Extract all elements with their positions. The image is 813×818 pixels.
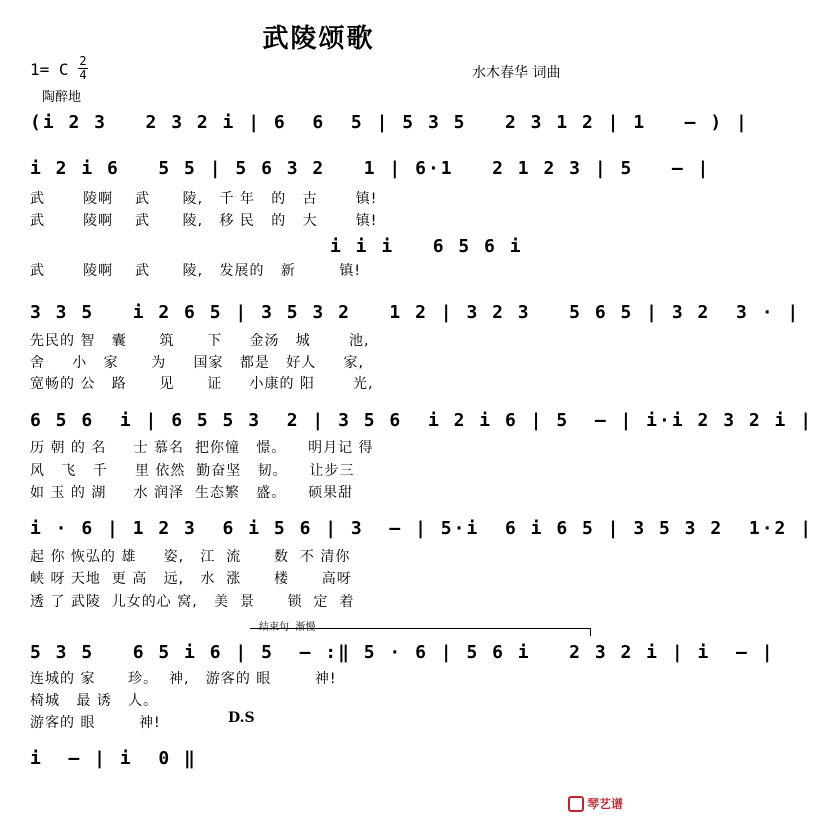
lyric-line: 武 陵啊 武 陵, 千 年 的 古 镇! <box>30 191 378 207</box>
lyric-line: 武 陵啊 武 陵, 发展的 新 镇! <box>30 263 362 279</box>
lyric-line: 风 飞 千 里 依然 勤奋坚 韧。 让步三 <box>30 463 355 479</box>
ending-marking: 结束句 渐慢 <box>259 622 316 633</box>
lyric-line: 历 朝 的 名 士 慕名 把你憧 憬。 明月记 得 <box>30 440 374 456</box>
lyric-line: 如 玉 的 湖 水 润泽 生态繁 盛。 硕果甜 <box>30 485 354 501</box>
credits: 水木春华 词曲 <box>472 65 561 81</box>
site-logo <box>568 795 623 813</box>
logo-icon <box>568 796 584 812</box>
notation-line: i · 6 | 1 2 3 6 i 5 6 | 3 – | 5·i 6 i 6 5 | 3 5 3 2 1·2 | <box>30 518 813 539</box>
lyric-line: 峡 呀 天地 更 高 远, 水 涨 楼 高呀 <box>30 571 352 587</box>
notation-line: (i 2 3 2 3 2 i | 6 6 5 | 5 3 5 2 3 1 2 | 1 – ) | <box>30 112 749 133</box>
notation-line: i 2 i 6 5 5 | 5 6 3 2 1 | 6·1 2 1 2 3 | 5 – | <box>30 158 711 179</box>
notation-line: i i i 6 5 6 i <box>330 236 523 257</box>
key-signature: 1= C <box>30 60 69 79</box>
time-signature-bottom: 4 <box>79 68 87 82</box>
time-signature <box>78 56 88 81</box>
notation-line: i – | i 0 ‖ <box>30 748 197 769</box>
lyric-line: 起 你 恢弘的 雄 姿, 江 流 数 不 清你 <box>30 549 351 565</box>
lyric-line: 游客的 眼 神! <box>30 715 161 731</box>
lyric-line: 武 陵啊 武 陵, 移 民 的 大 镇! <box>30 213 378 229</box>
ds-marking: D.S <box>228 710 255 726</box>
lyric-line: 舍 小 家 为 国家 都是 好人 家, <box>30 355 364 371</box>
tempo-marking: 陶醉地 <box>42 90 82 105</box>
notation-line: 5 3 5 6 5 i 6 | 5 – :‖ 5 · 6 | 5 6 i 2 3 2 i | i – | <box>30 642 775 663</box>
notation-line: 6 5 6 i | 6 5 5 3 2 | 3 5 6 i 2 i 6 | 5 – | i·i 2 3 2 i | <box>30 410 813 431</box>
lyric-line: 透 了 武陵 儿女的心 窝, 美 景 锁 定 着 <box>30 594 355 610</box>
lyric-line: 先民的 智 囊 筑 下 金汤 城 池, <box>30 333 370 349</box>
lyric-line: 椅城 最 诱 人。 <box>30 693 159 709</box>
song-title: 武陵颂歌 <box>262 24 375 54</box>
time-signature-top: 2 <box>79 54 87 68</box>
notation-line: 3 3 5 i 2 6 5 | 3 5 3 2 1 2 | 3 2 3 5 6 5 | 3 2 3 · | <box>30 302 801 323</box>
lyric-line: 连城的 家 珍。 神, 游客的 眼 神! <box>30 671 337 687</box>
logo-text: 琴艺谱 <box>586 796 623 811</box>
lyric-line: 宽畅的 公 路 见 证 小康的 阳 光, <box>30 376 374 392</box>
